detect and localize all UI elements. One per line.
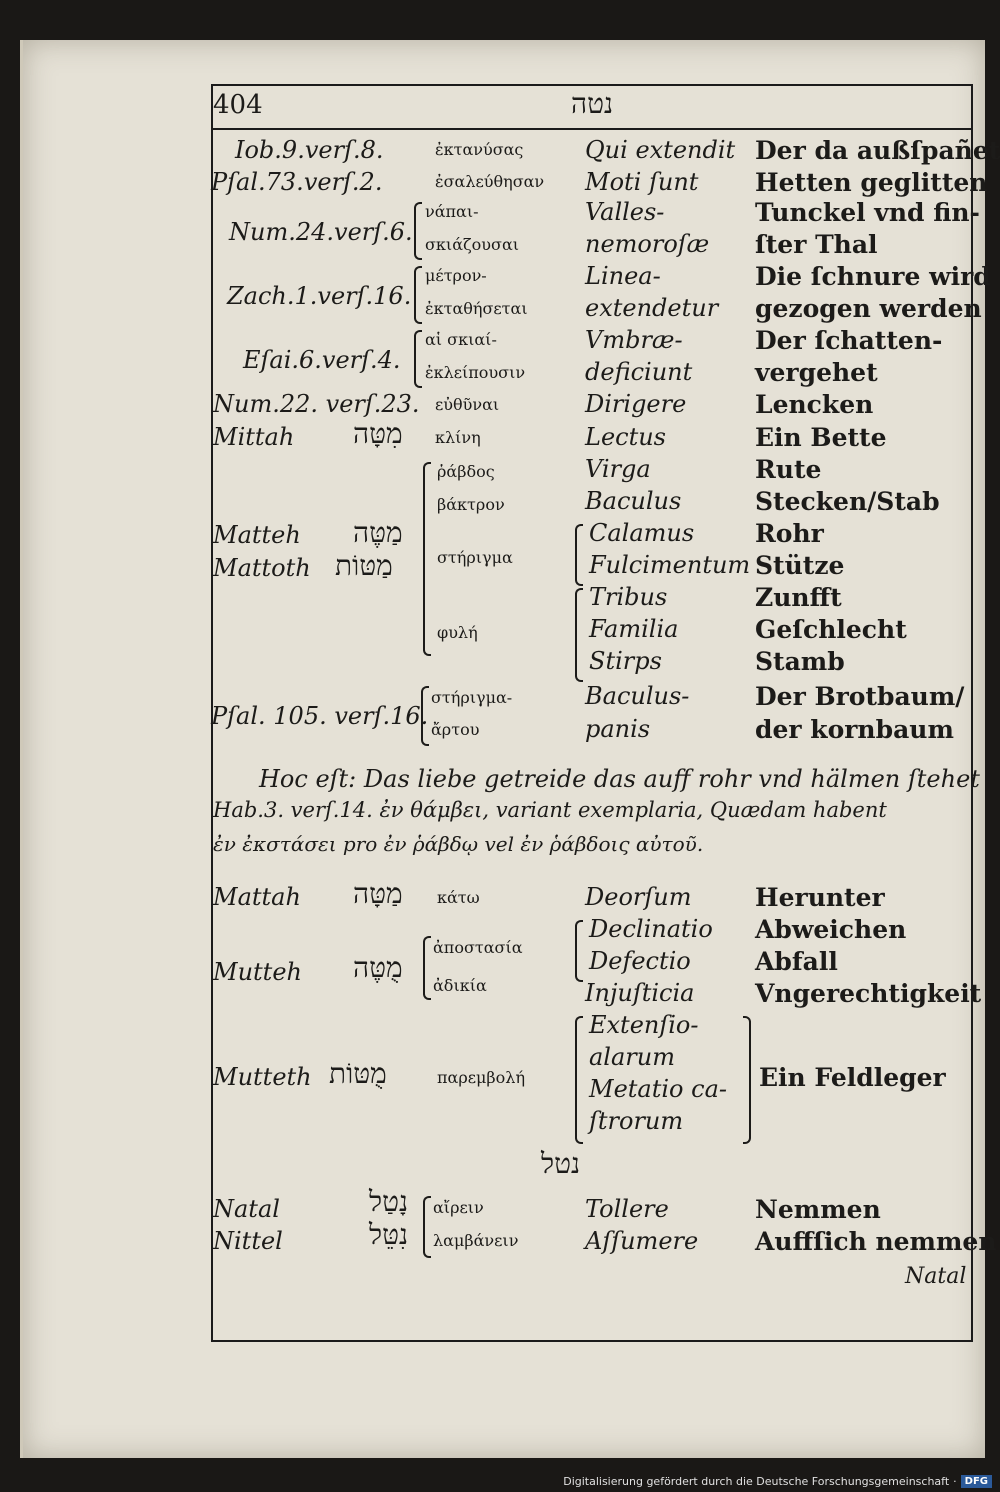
hebrew-matteh: מַטֶּה [353, 516, 403, 549]
latin-tollere: Tollere [585, 1195, 669, 1223]
german-zach1-a: Die ſchnure wird [755, 262, 991, 291]
greek-num24-b: σκιάζουσαι [425, 235, 520, 254]
book-page [20, 40, 1000, 1458]
latin-metatio: Metatio ca- [589, 1075, 727, 1103]
greek-esai6-a: αἱ σκιαί- [425, 330, 497, 349]
greek-job: ἐκτανύσας [435, 140, 524, 159]
hebrew-mittah: מִטָּה [353, 417, 403, 450]
word-mittah: Mittah [213, 423, 295, 451]
german-esai6-a: Der ſchatten- [755, 326, 943, 355]
german-psal73: Hetten geglitten [755, 168, 988, 197]
ref-zach1: Zach.1.verſ.16. [227, 282, 412, 310]
greek-psal73: ἐσαλεύθησαν [435, 172, 545, 191]
word-muttoth: Mutteth [213, 1063, 312, 1091]
german-stuetze: Stütze [755, 551, 845, 580]
latin-psal105-a: Baculus- [585, 682, 690, 710]
section-heading-ntl: נטל [541, 1147, 581, 1180]
word-mattoth: Mattoth [213, 554, 311, 582]
ref-num22: Num.22. verſ.23. [213, 390, 420, 418]
greek-zach1-a: μέτρον- [425, 266, 487, 285]
ref-esai6: Eſai.6.verſ.4. [243, 346, 401, 374]
latin-tribus: Tribus [589, 583, 668, 611]
brace-zach1 [414, 266, 422, 324]
german-mattah: Herunter [755, 883, 885, 912]
ref-psal105: Pſal. 105. verſ.16. [211, 702, 429, 730]
greek-rhabdos: ῥάβδος [437, 462, 495, 481]
german-stamb: Stamb [755, 647, 845, 676]
latin-num24-a: Valles- [585, 198, 665, 226]
greek-phyle: φυλή [437, 623, 478, 642]
german-geschlecht: Geſchlecht [755, 615, 907, 644]
german-num24-b: ſter Thal [755, 230, 878, 259]
greek-zach1-b: ἐκταθήσεται [425, 299, 528, 318]
latin-defectio: Defectio [589, 947, 691, 975]
german-zach1-b: gezogen werden [755, 294, 982, 323]
brace-tribus [575, 588, 583, 682]
hebrew-muttoth: מֻטּוֹת [329, 1057, 387, 1090]
latin-castrorum: ſtrorum [589, 1107, 684, 1135]
latin-stirps: Stirps [589, 647, 662, 675]
greek-sterigma: στήριγμα [437, 548, 513, 567]
brace-calamus [575, 524, 583, 586]
german-auffsich: Auffſich nemmen [755, 1227, 997, 1256]
word-nittel: Nittel [213, 1227, 283, 1255]
latin-job: Qui extendit [585, 136, 736, 164]
greek-baktron: βάκτρον [437, 495, 505, 514]
german-psal105-b: der kornbaum [755, 715, 954, 744]
greek-esai6-b: ἐκλείπουσιν [425, 363, 526, 382]
german-esai6-b: vergehet [755, 358, 878, 387]
word-mutteh: Mutteh [213, 958, 302, 986]
german-job: Der da außſpañet [755, 136, 1000, 165]
german-abweichen: Abweichen [755, 915, 907, 944]
latin-virga: Virga [585, 455, 651, 483]
latin-fulcimentum: Fulcimentum [589, 551, 751, 579]
note-hoc-est: Hoc eſt: Das liebe getreide das auff rohr vnd hälmen ſtehet [259, 765, 980, 793]
word-mattah: Mattah [213, 883, 301, 911]
latin-assumere: Aſſumere [585, 1227, 699, 1255]
latin-calamus: Calamus [589, 519, 695, 547]
latin-num22: Dirigere [585, 390, 687, 418]
german-mittah: Ein Bette [755, 423, 887, 452]
dfg-logo-icon: DFG [961, 1475, 992, 1488]
ref-psal73: Pſal.73.verſ.2. [211, 168, 383, 196]
latin-zach1-a: Linea- [585, 262, 661, 290]
note-hab3: Hab.3. verſ.14. ἐν θάμβει, variant exemplaria, Quædam habent [213, 798, 887, 822]
latin-esai6-a: Vmbræ- [585, 326, 683, 354]
brace-matteh [423, 462, 431, 656]
greek-num22: εὐθῦναι [435, 395, 500, 414]
hebrew-heading: נטה [571, 87, 614, 120]
brace-num24 [414, 202, 422, 260]
german-num22: Lencken [755, 390, 874, 419]
greek-adikia: ἀδικία [433, 976, 487, 995]
latin-extensio: Extenſio- [589, 1011, 699, 1039]
latin-alarum: alarum [589, 1043, 675, 1071]
page-number: 404 [213, 90, 263, 120]
greek-psal105-a: στήριγμα- [431, 688, 513, 707]
german-rohr: Rohr [755, 519, 824, 548]
latin-psal105-b: panis [585, 715, 651, 743]
ref-job: Iob.9.verſ.8. [235, 136, 384, 164]
hebrew-mutteh: מֻטֶּה [353, 951, 403, 984]
hebrew-natal: נָטַל [369, 1185, 409, 1218]
latin-injusticia: Injuſticia [585, 979, 695, 1007]
footer-credit: Digitalisierung gefördert durch die Deutsche Forschungsgemeinschaft · DFG [563, 1475, 992, 1488]
word-matteh: Matteh [213, 521, 301, 549]
greek-num24-a: νάπαι- [425, 202, 479, 221]
greek-mattah: κάτω [437, 888, 480, 907]
brace-mutteh [423, 936, 431, 1000]
brace-psal105 [421, 686, 429, 746]
german-feldleger: Ein Feldleger [759, 1063, 946, 1092]
brace-feldleger [743, 1016, 751, 1144]
greek-psal105-b: ἄρτου [431, 720, 480, 739]
note-variant: ἐν ἐκστάσει pro ἐν ῥάβδῳ vel ἐν ῥάβδοις αὐτοῦ. [213, 832, 704, 856]
german-zunfft: Zunfft [755, 583, 842, 612]
german-vngerecht: Vngerechtigkeit [755, 979, 982, 1008]
greek-paremibole: παρεμβολή [437, 1068, 526, 1087]
header-rule [213, 128, 971, 130]
latin-esai6-b: deficiunt [585, 358, 693, 386]
german-num24-a: Tunckel vnd fin- [755, 198, 980, 227]
latin-mattah: Deorſum [585, 883, 692, 911]
brace-extensio [575, 1016, 583, 1144]
brace-esai6 [414, 330, 422, 388]
latin-psal73: Moti ſunt [585, 168, 699, 196]
greek-airein: αἴρειν [433, 1198, 484, 1217]
footer-credit-text: Digitalisierung gefördert durch die Deutsche Forschungsgemeinschaft [563, 1475, 950, 1488]
hebrew-mattoth: מַטּוֹת [335, 549, 393, 582]
ref-num24: Num.24.verſ.6. [229, 218, 413, 246]
catchword: Natal [905, 1264, 967, 1289]
german-psal105-a: Der Brotbaum/ [755, 682, 965, 711]
latin-familia: Familia [589, 615, 679, 643]
greek-apostasia: ἀποστασία [433, 938, 523, 957]
brace-natal [423, 1196, 431, 1258]
brace-declinatio [575, 920, 583, 982]
german-stecken: Stecken/Stab [755, 487, 940, 516]
hebrew-nittel: נִטֵּל [369, 1218, 409, 1251]
greek-lambanein: λαμβάνειν [433, 1231, 519, 1250]
german-abfall: Abfall [755, 947, 838, 976]
hebrew-mattah: מַטָּה [353, 877, 403, 910]
german-nemmen: Nemmen [755, 1195, 881, 1224]
word-natal: Natal [213, 1195, 280, 1223]
latin-mittah: Lectus [585, 423, 666, 451]
greek-mittah: κλίνη [435, 428, 481, 447]
latin-zach1-b: extendetur [585, 294, 719, 322]
latin-num24-b: nemoroſæ [585, 230, 710, 258]
german-rute: Rute [755, 455, 822, 484]
latin-baculus: Baculus [585, 487, 682, 515]
latin-declinatio: Declinatio [589, 915, 713, 943]
